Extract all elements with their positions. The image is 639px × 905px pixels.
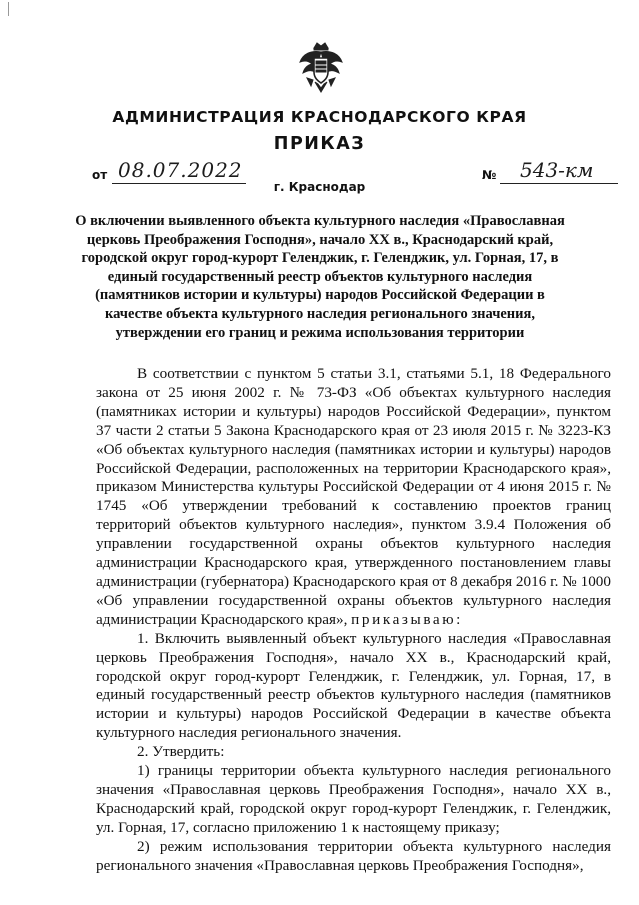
document-title: О включении выявленного объекта культурного наследия «Православная церковь Преображения Господня», начало XX в., Краснодарский край, городской округ город-курорт Геленджик, г. Геленджик, ул. Горная, 17, в единый государственный реестр объектов культурного наследия (памятников истории и культуры) народов Российской Федерации в качестве объекта культурного наследия регионального значения, утверждении его границ и режима использования территории: [75, 213, 565, 341]
preamble-paragraph: [96, 365, 611, 630]
preamble-text: В соответствии с пунктом 5 статьи 3.1, статьями 5.1, 18 Федерального закона от 25 июня 2002 г. № 73-ФЗ «Об объектах культурного наследия (памятниках истории и культуры) народов Российской Федерации», пунктом 37 части 2 статьи 5 Закона Краснодарского края от 23 июля 2015 г. № 3223-КЗ «Об объектах культурного наследия (памятниках истории и культуры) народов Российской Федерации, расположенных на территории Краснодарского края», приказом Министерства культуры Российской Федерации от 4 июня 2015 г. № 1745 «Об утверждении требований к составлению проектов границ территорий объектов культурного наследия», пунктом 3.9.4 Положения об управлении государственной охраны объектов культурного наследия администрации Краснодарского края, утвержденного постановлением главы администрации (губернатора) Краснодарского края от 8 декабря 2016 г. № 1000 «Об управлении государственной охраны объектов культурного наследия администрации Краснодарского края»,: [96, 365, 611, 628]
date-label: от: [92, 168, 108, 182]
scan-corner-mark: [8, 2, 15, 16]
item-2: 2. Утвердить:: [137, 743, 225, 761]
item-2-2: 2) режим использования территории объекта культурного наследия регионального значения «Православная церковь Преображения Господня»,: [96, 837, 611, 874]
document-body: [96, 365, 611, 875]
number-label: №: [482, 168, 497, 182]
number-value: 543-км: [520, 158, 594, 182]
organization-name: АДМИНИСТРАЦИЯ КРАСНОДАРСКОГО КРАЯ: [112, 108, 527, 126]
city-label: г. Краснодар: [273, 180, 366, 194]
order-word: приказываю:: [351, 610, 463, 628]
item-1: 1. Включить выявленный объект культурного наследия «Православная церковь Преображения Господня», начало XX в., Краснодарский край, городской округ город-курорт Геленджик, г. Геленджик, ул. Горная, 17, в единый государственный реестр объектов культурного наследия (памятников истории и культуры) народов Российской Федерации в качестве объекта культурного наследия регионального значения.: [96, 629, 611, 742]
document-type: ПРИКАЗ: [273, 134, 366, 154]
date-value: 08.07.2022: [118, 158, 243, 182]
coat-of-arms-icon: [297, 42, 345, 94]
item-2-1: 1) границы территории объекта культурного наследия регионального значения «Православная церковь Преображения Господня», начало XX в., Краснодарский край, городской округ город-курорт Геленджик, г. Геленджик, ул. Горная, 17, согласно приложению 1 к настоящему приказу;: [96, 762, 611, 836]
